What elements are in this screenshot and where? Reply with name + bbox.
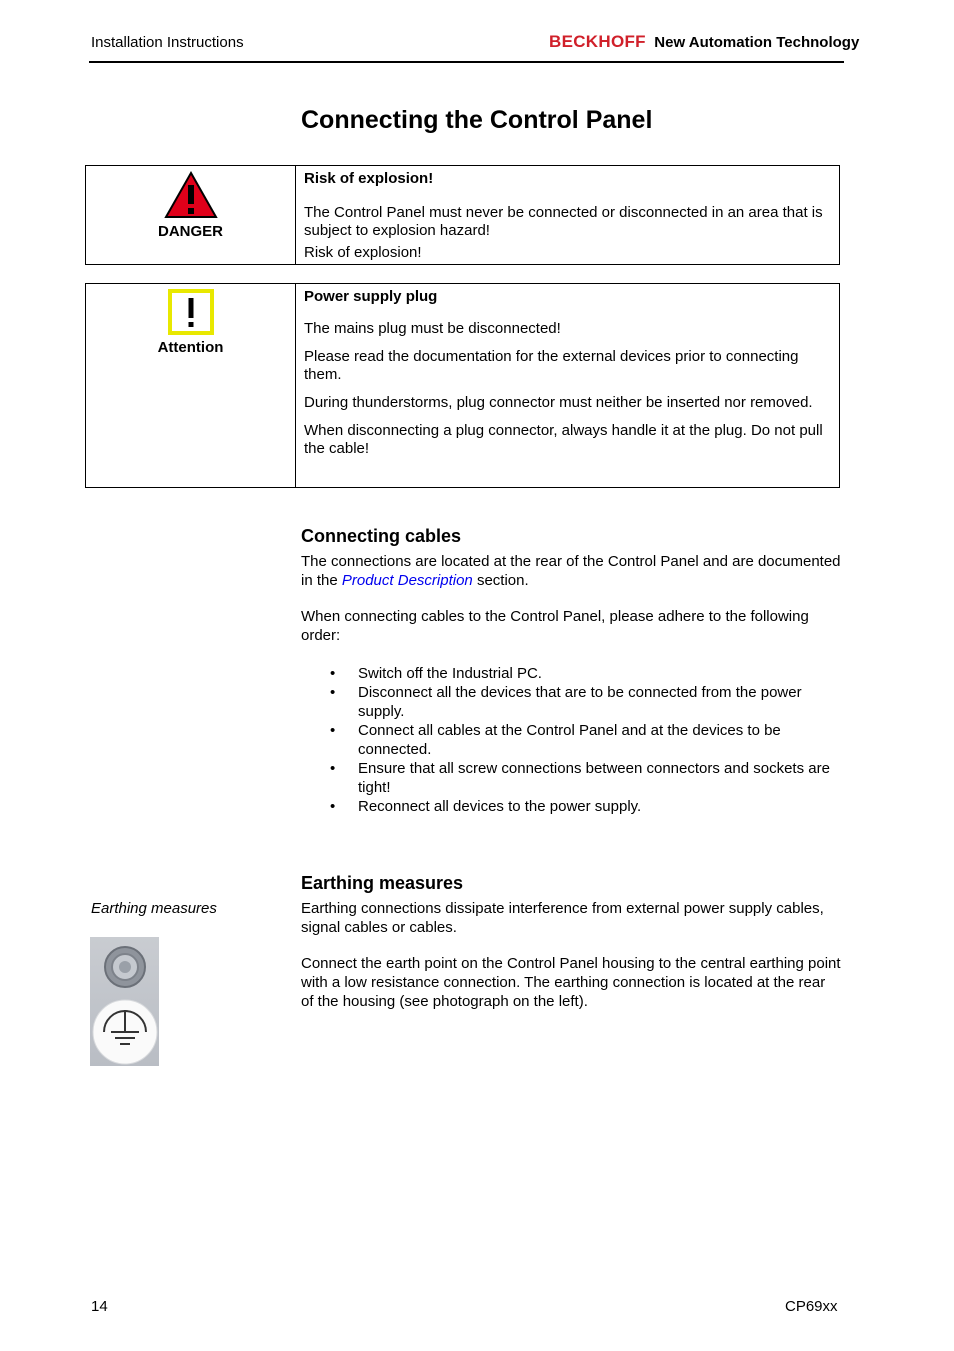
attention-note — [85, 283, 840, 488]
danger-paragraph: Risk of explosion! — [304, 244, 422, 261]
list-item: • Connect all cables at the Control Panel and at the devices to be connected. — [301, 721, 838, 759]
header-section-title: Installation Instructions — [91, 34, 244, 51]
list-item: • Disconnect all the devices that are to be connected from the power supply. — [301, 683, 838, 721]
intro-text-end: section. — [472, 572, 529, 589]
product-description-link[interactable]: Product Description — [341, 572, 473, 589]
danger-paragraph: The Control Panel must never be connected or disconnected in an area that is subject to explosion hazard! — [304, 204, 823, 239]
danger-note-body — [296, 166, 839, 264]
danger-note — [85, 165, 840, 265]
danger-note-left — [86, 166, 296, 264]
attention-note-left — [86, 284, 296, 487]
attention-paragraph: During thunderstorms, plug connector must neither be inserted nor removed. — [304, 394, 813, 411]
product-name: CP69xx — [785, 1298, 838, 1315]
list-item: • Reconnect all devices to the power supply. — [301, 797, 838, 816]
warning-triangle-icon — [164, 171, 218, 219]
connecting-cables-intro — [301, 552, 841, 590]
page-number: 14 — [91, 1298, 108, 1315]
brand-tagline: New Automation Technology — [654, 34, 860, 51]
connecting-cables-order-text: When connecting cables to the Control Panel, please adhere to the following order: — [301, 608, 809, 644]
earthing-side-caption: Earthing measures — [91, 900, 217, 917]
attention-note-body — [296, 284, 839, 487]
danger-label: DANGER — [157, 223, 223, 240]
earthing-photo — [90, 937, 159, 1066]
earthing-paragraph: Connect the earth point on the Control Panel housing to the central earthing point with a low resistance connection. The earthing connection is located at the rear of the housing (see photograph on the left). — [301, 955, 841, 1010]
earthing-paragraph: Earthing connections dissipate interference from external power supply cables, signal cables or cables. — [301, 900, 824, 936]
earth-ground-icon — [90, 937, 159, 1066]
brand-logo — [549, 32, 859, 52]
list-item: • Ensure that all screw connections between connectors and sockets are tight! — [301, 759, 838, 797]
header-rule — [89, 61, 844, 63]
attention-paragraph: Please read the documentation for the external devices prior to connecting them. — [304, 348, 799, 383]
earthing-heading: Earthing measures — [301, 873, 464, 893]
attention-paragraph: When disconnecting a plug connector, always handle it at the plug. Do not pull the cable! — [304, 422, 823, 457]
exclamation-icon — [168, 289, 214, 335]
attention-heading: Power supply plug — [304, 288, 438, 305]
list-item: • Switch off the Industrial PC. — [301, 664, 838, 683]
page-title: Connecting the Control Panel — [301, 106, 653, 134]
brand-logo-text: BECKHOFF — [549, 32, 646, 51]
intro-text: The connections are located at the rear of the Control Panel and are documented in the — [301, 553, 841, 589]
danger-heading: Risk of explosion! — [304, 170, 434, 187]
attention-label: Attention — [157, 339, 224, 356]
attention-paragraph: The mains plug must be disconnected! — [304, 320, 561, 337]
connecting-steps-list — [301, 664, 838, 816]
connecting-cables-heading: Connecting cables — [301, 526, 462, 546]
